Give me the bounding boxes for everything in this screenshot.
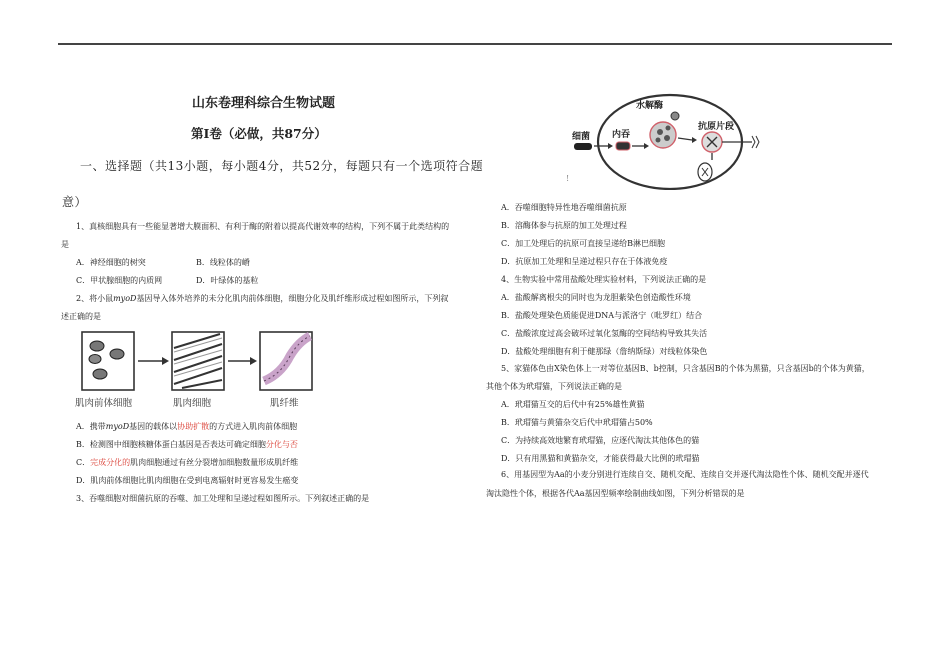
q2-stem: 2、将小鼠myoD基因导入体外培养的未分化肌肉前体细胞，细胞分化及肌纤维形成过程如图所示，下列叙 bbox=[76, 294, 449, 303]
q5-stem: 5、家猫体色由X染色体上一对等位基因B、b控制，只含基因B的个体为黑猫，只含基因b的个体为黄猫， bbox=[501, 364, 870, 373]
fig-label-precursor: 肌肉前体细胞 bbox=[75, 398, 133, 409]
part-title: 第Ⅰ卷（必做，共87分） bbox=[191, 126, 327, 141]
header-rule bbox=[58, 43, 892, 45]
q5-option-a: A．玳瑁猫互交的后代中有25%雄性黄猫 bbox=[501, 400, 645, 409]
q4-option-b: B．盐酸处理染色质能促进DNA与派洛宁（吡罗红）结合 bbox=[501, 311, 703, 320]
q3-option-d: D．抗原加工处理和呈递过程只存在于体液免疫 bbox=[501, 257, 668, 266]
label-fragment: 抗原片段 bbox=[698, 122, 735, 132]
q3-option-c: C．加工处理后的抗原可直接呈递给B淋巴细胞 bbox=[501, 239, 665, 248]
q2-option-c: C．完成分化的肌肉细胞通过有丝分裂增加细胞数量形成肌纤维 bbox=[76, 458, 299, 467]
q5-option-b: B．玳瑁猫与黄猫杂交后代中玳瑁猫占50% bbox=[501, 418, 653, 427]
q4-option-c: C．盐酸浓度过高会破坏过氧化氢酶的空间结构导致其失活 bbox=[501, 329, 708, 338]
label-bacteria: 细菌 bbox=[572, 132, 591, 142]
q2-stem-cont: 述正确的是 bbox=[61, 312, 101, 321]
q6-stem: 6、用基因型为Aa的小麦分别进行连续自交、随机交配、连续自交并逐代淘汰隐性个体、随机交配并逐代 bbox=[501, 470, 869, 479]
muscle-cell-box bbox=[172, 332, 224, 390]
q3-option-b: B．溶酶体参与抗原的加工处理过程 bbox=[501, 221, 627, 230]
q1-option-c: C．甲状腺细胞的内质网 bbox=[76, 276, 163, 285]
label-engulf: 内吞 bbox=[612, 130, 631, 140]
q5-option-c: C．为持续高效地繁育玳瑁猫，应逐代淘汰其他体色的猫 bbox=[501, 436, 700, 445]
bacterium-shape bbox=[574, 143, 592, 150]
q1-option-a: A．神经细胞的树突 bbox=[76, 258, 146, 267]
q1-stem-cont: 是 bbox=[61, 240, 69, 249]
q5-option-d: D．只有用黑猫和黄猫杂交，才能获得最大比例的玳瑁猫 bbox=[501, 454, 700, 463]
q3-stem: 3、吞噬细胞对细菌抗原的吞噬、加工处理和呈递过程如图所示。下列叙述正确的是 bbox=[76, 494, 370, 503]
q1-option-b: B．线粒体的嵴 bbox=[196, 258, 250, 267]
figure-caption-mark: ! bbox=[566, 174, 570, 183]
phagolysosome bbox=[650, 122, 676, 148]
q5-stem-cont: 其他个体为玳瑁猫，下列说法正确的是 bbox=[486, 382, 622, 391]
q3-option-a: A．吞噬细胞特异性地吞噬细菌抗原 bbox=[501, 203, 627, 212]
fig-label-muscle: 肌肉细胞 bbox=[173, 398, 212, 409]
fig-label-fiber: 肌纤维 bbox=[270, 398, 299, 409]
q2-option-a: A．携带myoD基因的载体以协助扩散的方式进入肌肉前体细胞 bbox=[76, 422, 298, 431]
label-enzyme: 水解酶 bbox=[636, 101, 664, 111]
precursor-cell-box bbox=[82, 332, 134, 390]
q4-stem: 4、生物实验中常用盐酸处理实验材料，下列说法正确的是 bbox=[501, 275, 707, 284]
section-heading-cont: 意） bbox=[62, 195, 88, 209]
section-heading: 一、选择题（共13小题，每小题4分，共52分，每题只有一个选项符合题 bbox=[80, 159, 484, 173]
fiber-box bbox=[260, 332, 312, 390]
q4-option-d: D．盐酸处理细胞有利于健那绿（詹纳斯绿）对线粒体染色 bbox=[501, 347, 708, 356]
q1-option-d: D．叶绿体的基粒 bbox=[196, 276, 259, 285]
q2-option-d: D．肌肉前体细胞比肌肉细胞在受到电离辐射时更容易发生癌变 bbox=[76, 476, 299, 485]
exam-title: 山东卷理科综合生物试题 bbox=[192, 96, 336, 111]
q6-stem-cont: 淘汰隐性个体，根据各代Aa基因型频率绘制曲线如图，下列分析错误的是 bbox=[486, 489, 745, 498]
q2-option-b: B．检测图中细胞核糖体蛋白基因是否表达可确定细胞分化与否 bbox=[76, 440, 298, 449]
q3-figure bbox=[570, 80, 770, 190]
q1-stem: 1、真核细胞具有一些能显著增大膜面积、有利于酶的附着以提高代谢效率的结构，下列不属于此类结构的 bbox=[76, 222, 450, 231]
q4-option-a: A．盐酸解离根尖的同时也为龙胆紫染色创造酸性环境 bbox=[501, 293, 691, 302]
q2-figure bbox=[70, 326, 340, 416]
